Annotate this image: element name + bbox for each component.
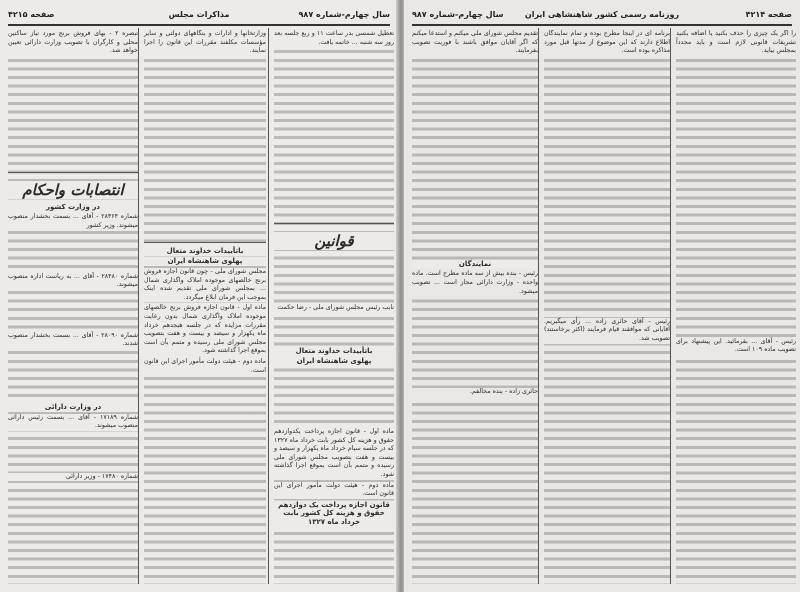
paragraph: رئیس - آقای حائری زاده ... رأی میگیریم. آقایانی که موافقند قیام فرمایند (اکثر برخاستند) تصویب شد. — [544, 317, 670, 342]
page-header — [8, 8, 390, 24]
paragraph: ماده اول - قانون اجازه پرداخت یکدوازدهم حقوق و هزینه کل کشور بابت خرداد ماه ۱۳۲۷ که در جلسه سیام خرداد ماه یکهزار و سیصد و بیست و هفت بتصویب مجلس شورای ملی رسیده و متمم بآن است بموقع اجرا گذاشته شود. — [274, 427, 394, 478]
list-item: شماره ۲۸۰۹۰ - آقای ... بسمت بخشدار منصوب شدند. — [8, 331, 138, 348]
header-rule — [8, 24, 390, 26]
section-heading: انتصابات واحکام — [8, 181, 138, 199]
divider — [144, 242, 266, 243]
issue-number: سال چهارم-شماره ۹۸۷ — [298, 10, 390, 19]
header-rule — [412, 24, 792, 26]
paragraph: ماده اول - قانون اجازه فروش برنج خالصهای موجوده املاک واگذاری شمال بدون رعایت مقررات مزایده که در جلسه هیجدهم خرداد ماه یکهزار و سیصد و بیست و هفت بتصویب مجلس شورای ملی رسیده و متمم بآن است بموقع اجرا گذاشته شود. — [144, 304, 266, 355]
heading: پهلوی شاهنشاه ایران — [144, 257, 266, 266]
column-2 — [140, 30, 270, 584]
list-item: شماره ۲۸۳۶۴ - آقای ... بسمت بخشدار منصوب میشوند. وزیر کشور — [8, 213, 138, 229]
heading: باتأییدات خداوند متعال — [274, 347, 394, 356]
section-heading: قوانین — [274, 232, 394, 250]
paragraph: حائری زاده - بنده مخالفم. — [412, 388, 538, 397]
subheading: در وزارت کشور — [8, 203, 138, 212]
column-3 — [672, 30, 800, 584]
paragraph: مجلس شورای ملی - چون قانون اجازه فروش برنج خالصهای موجوده املاک واگذاری شمال ... بمجلس شورای ملی تقدیم شده اینک بموجب این فرمان ابلاغ میگردد. — [144, 267, 266, 301]
section-title: مذاکرات مجلس — [168, 10, 230, 19]
divider — [274, 223, 394, 224]
signature-line: نایب رئیس مجلس شورای ملی - رضا حکمت — [274, 304, 394, 313]
page-header — [412, 8, 792, 24]
paragraph: رئیس - آقای ... بفرمائید. این پیشنهاد برای تصویب ماده ۱۰۹ است. — [676, 337, 796, 354]
page-number: صفحه ۴۲۱۴ — [745, 10, 792, 19]
list-item: شماره ۲۸۴۸۰ - آقای ... به ریاست اداره منصوب میشوند. — [8, 272, 138, 289]
column-divider — [538, 28, 539, 584]
column-1 — [408, 30, 542, 584]
gazette-title: روزنامه رسمی کشور شاهنشاهی ایران — [524, 10, 680, 19]
paragraph: را اگر یک چیزی را حذف بکنید یا اضافه بکنید تشریفات قانونی لازم است و باید مجدداً بمجلس بیاید. — [676, 30, 796, 55]
issue-number: سال چهارم-شماره ۹۸۷ — [412, 10, 504, 19]
law-title: قانون اجازه پرداخت یک دوازدهم حقوق و هزینه کل کشور بابت خرداد ماه ۱۳۲۷ — [274, 501, 394, 527]
heading: باتأییدات خداوند متعال — [144, 247, 266, 256]
paragraph: وزارتخانها و ادارات و بنگاههای دولتی و سایر مؤسسات مکلفند مقررات این قانون را اجرا نمایند. — [144, 30, 266, 55]
paragraph: تعطیل شمسی بدر ساعت ۱۱ و ربع جلسه بعد روز سه شنبه ... خاتمه یافت. — [274, 30, 394, 46]
page-number: صفحه ۴۲۱۵ — [8, 10, 55, 19]
list-item: شماره ۱۷۴۸۰ - وزیر دارائی — [8, 473, 138, 482]
right-page — [404, 0, 800, 592]
paragraph: برنامه ای در اینجا مطرح بوده و تمام نمایندگان اطلاع دارند که این موضوع از مدتها قبل مورد مذاکره بوده است. — [544, 30, 670, 55]
paragraph: تبصره ۲ - بهای فروش برنج مورد نیاز ساکنین محلی و کارگران با تصویب وزارت دارائی تعیین خواهد شد. — [8, 30, 138, 55]
paragraph: ماده دوم - هیئت دولت مأمور اجرای این قانون است. — [144, 357, 266, 374]
subheading: در وزارت دارائی — [8, 403, 138, 412]
paragraph: تقدیم مجلس شورای ملی میکنم و استدعا میکنم که اگر آقایان موافق باشند با فوریت تصویب بفرمایند. — [412, 30, 538, 55]
column-2 — [540, 30, 674, 584]
left-page — [0, 0, 398, 592]
column-divider — [670, 28, 671, 584]
list-item: شماره ۱۷۱۸۹ - آقای ... بسمت رئیس دارائی منصوب میشوند. — [8, 413, 138, 430]
heading: نمایندگان — [412, 260, 538, 269]
column-1 — [4, 30, 142, 584]
column-divider — [138, 28, 139, 584]
paragraph: ماده دوم - هیئت دولت مأمور اجرای این قانون است. — [274, 481, 394, 498]
column-divider — [268, 28, 269, 584]
column-3 — [270, 30, 398, 584]
divider — [8, 172, 138, 173]
paragraph: رئیس - بنده بیش از سه ماده مطرح است. ماده واحده - وزارت دارائی مجاز است ... تصویب میشود. — [412, 270, 538, 295]
heading: پهلوی شاهنشاه ایران — [274, 357, 394, 366]
